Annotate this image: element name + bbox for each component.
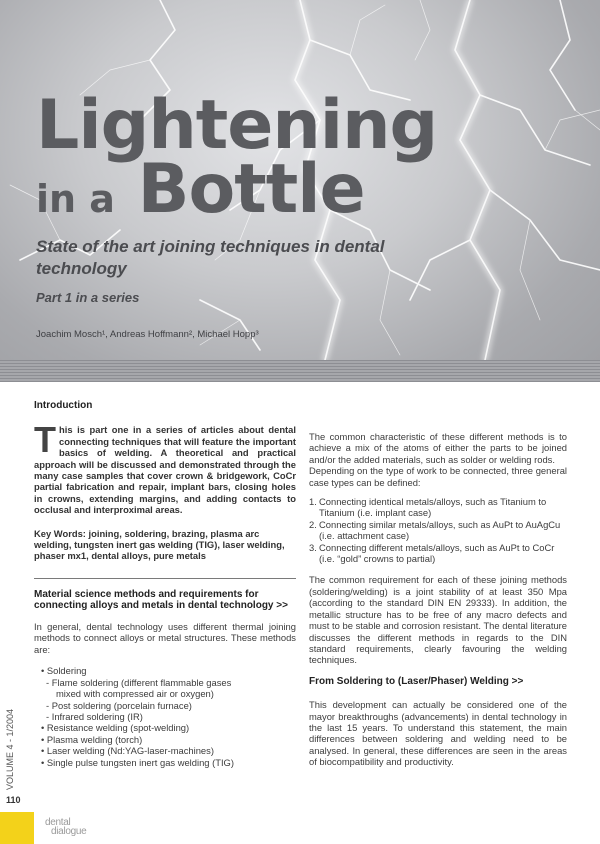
logo-line-1: dental [45, 817, 71, 828]
dental-dialogue-logo [45, 818, 86, 836]
volume-text: VOLUME 4 - 1/2004 [5, 708, 15, 790]
authors: Joachim Mosch¹, Andreas Hoffmann², Michael Hopp³ [36, 329, 259, 340]
methods-intro: In general, dental technology uses different thermal joining methods to connect alloys or metal structures. These methods are: [34, 621, 296, 655]
paragraph-case-types: Depending on the type of work to be connected, three general case types can be defined: [309, 465, 567, 488]
accent-block [0, 812, 34, 844]
list-number: 3. [309, 541, 317, 553]
paragraph-common-characteristic: The common characteristic of these different methods is to achieve a mix of the atoms of either the parts to be joined and/or the added materials, such as solder or welding rods. [309, 431, 567, 465]
list-number: 2. [309, 518, 317, 530]
title-in-a: in a [36, 177, 115, 221]
paragraph-development: This development can actually be considered one of the mayor breakthroughs (advancements) in dental technology in the last 15 years. To understand this statement, the main differences between soldering and welding need to be analysed. In general, these differences are seen in the areas of biocompatibility and productivity. [309, 699, 567, 768]
introduction-paragraph [34, 419, 296, 516]
left-column [34, 400, 296, 768]
subtitle: State of the art joining techniques in dental technology [36, 237, 385, 278]
list-item: • Plasma welding (torch) [41, 733, 143, 745]
list-item: • Soldering [41, 665, 87, 677]
drop-cap: T [34, 419, 56, 461]
list-item: • Laser welding (Nd:YAG-laser-machines) [41, 745, 214, 757]
list-item: - Post soldering (porcelain furnace) [46, 699, 192, 711]
soldering-to-welding-heading: From Soldering to (Laser/Phaser) Welding >> [309, 675, 524, 687]
series-label: Part 1 in a series [36, 290, 140, 305]
list-text: Connecting identical metals/alloys, such as Titanium to Titanium (i.e. implant case) [319, 496, 547, 519]
title-line-2 [36, 150, 365, 239]
case-types-list [309, 496, 567, 564]
list-item [309, 519, 567, 542]
list-item: - Flame soldering (different flammable gases [46, 676, 232, 688]
section-divider [34, 578, 296, 579]
volume-label [5, 710, 18, 790]
material-science-heading: Material science methods and requirements for connecting alloys and metals in dental technology >> [34, 588, 288, 612]
title-line-1: Lightening [36, 86, 438, 165]
list-number: 1. [309, 496, 317, 508]
introduction-text: his is part one in a series of articles about dental connecting techniques that will feature the important basics of welding. A theoretical and practical approach will be discussed and demonstrated through the many case samples that cover crown & bridgework, CoCr partial fabrication and repair, implant bars, closing holes in crowns, extending margins, and adding contacts to occlusal and interproximal areas. [34, 424, 296, 516]
page-number: 110 [6, 795, 21, 805]
list-item: mixed with compressed air or oxygen) [56, 688, 214, 700]
list-item [309, 496, 567, 519]
paragraph-requirements: The common requirement for each of these joining methods (soldering/welding) is a joint stability of at least 350 Mpa (according to the standard DIN EN 29333). In addition, the metallic structure has to be free of any macro defects and must to be stable and corrosion resistant. The dental literature discusses the different methods in regards to the DIN standard requirements, clearly favouring the welding techniques. [309, 574, 567, 666]
title-bottle: Bottle [137, 150, 365, 229]
list-item: • Single pulse tungsten inert gas welding (TIG) [41, 756, 234, 768]
list-item: - Infrared soldering (IR) [46, 710, 143, 722]
hero-banner [0, 0, 600, 382]
list-item: • Resistance welding (spot-welding) [41, 722, 190, 734]
logo-line-2: dialogue [51, 826, 87, 837]
methods-list [34, 665, 296, 768]
introduction-heading: Introduction [34, 400, 93, 411]
right-column [309, 431, 567, 778]
keywords: Key Words: joining, soldering, brazing, plasma arc welding, tungsten inert gas welding (TIG), laser welding, phaser mx1, dental alloys, pure metals [34, 527, 285, 562]
list-text: Connecting similar metals/alloys, such as AuPt to AuAgCu (i.e. attachment case) [319, 518, 561, 542]
list-item [309, 542, 567, 565]
striped-band [0, 360, 600, 382]
list-text: Connecting different metals/alloys, such as AuPt to CoCr (i.e. “gold” crowns to partial) [319, 541, 555, 565]
